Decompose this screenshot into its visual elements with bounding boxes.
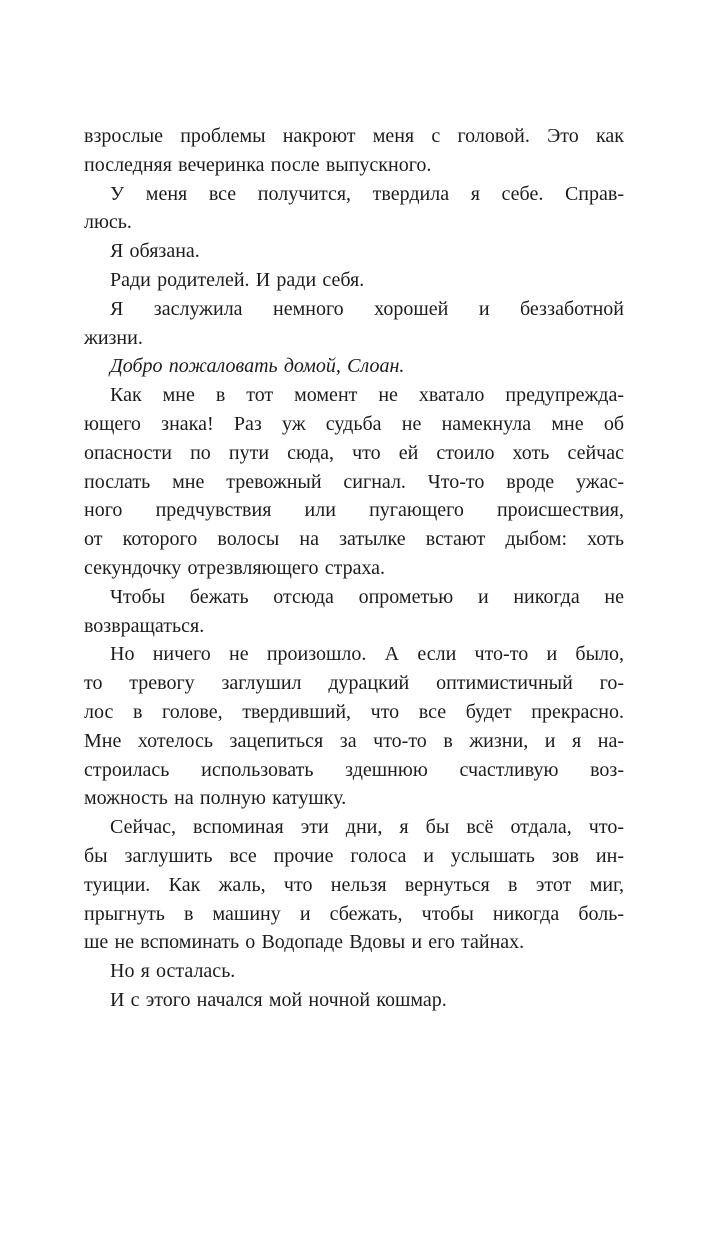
text-line: И с этого начался мой ночной кошмар. <box>110 988 447 1011</box>
text-line: У меня все получится, твердила я себе. Справ- <box>110 182 624 205</box>
text-line: Я заслужила немного хорошей и беззаботной <box>110 297 624 320</box>
paragraph <box>84 352 624 381</box>
text-line: Сейчас, вспоминая эти дни, я бы всё отдала, что- <box>110 816 624 839</box>
paragraph <box>84 986 624 1015</box>
text-line: Добро пожаловать домой, Слоан. <box>110 355 405 378</box>
text-line: Мне хотелось зацепиться за что-то в жизни, и я на- <box>84 729 624 752</box>
text-line: бы заглушить все прочие голоса и услышать зов ин- <box>84 844 624 867</box>
text-line: ного предчувствия или пугающего происшествия, <box>84 499 624 522</box>
paragraph <box>84 180 624 238</box>
page-text-block <box>84 122 624 1015</box>
paragraph <box>84 957 624 986</box>
paragraph <box>84 381 624 583</box>
text-line: Но ничего не произошло. А если что-то и было, <box>110 643 624 666</box>
text-line: прыгнуть в машину и сбежать, чтобы никогда боль- <box>84 902 624 925</box>
paragraph <box>84 813 624 957</box>
text-line: Я обязана. <box>110 240 200 263</box>
paragraph <box>84 583 624 641</box>
paragraph <box>84 295 624 353</box>
text-line: то тревогу заглушил дурацкий оптимистичный го- <box>84 672 624 695</box>
text-line: ющего знака! Раз уж судьба не намекнула мне об <box>84 412 624 435</box>
text-line: от которого волосы на затылке встают дыбом: хоть <box>84 528 624 551</box>
text-line: люсь. <box>84 211 132 234</box>
text-line: опасности по пути сюда, что ей стоило хоть сейчас <box>84 441 624 464</box>
text-line: можность на полную катушку. <box>84 787 347 810</box>
text-line: Ради родителей. И ради себя. <box>110 268 365 291</box>
text-line: Чтобы бежать отсюда опрометью и никогда не <box>110 585 624 608</box>
text-line: взрослые проблемы накроют меня с головой. Это как <box>84 125 624 147</box>
text-line: последняя вечеринка после выпускного. <box>84 153 432 176</box>
text-line: строилась использовать здешнюю счастливую воз- <box>84 758 624 781</box>
text-line: ше не вспоминать о Водопаде Вдовы и его тайнах. <box>84 931 525 954</box>
text-line: секундочку отрезвляющего страха. <box>84 556 386 579</box>
paragraph <box>84 266 624 295</box>
text-line: Как мне в тот момент не хватало предупрежда- <box>110 384 624 407</box>
paragraph <box>84 122 624 180</box>
text-line: послать мне тревожный сигнал. Что-то вроде ужас- <box>84 470 624 493</box>
text-line: возвращаться. <box>84 614 205 637</box>
paragraph <box>84 237 624 266</box>
text-line: лос в голове, твердивший, что все будет прекрасно. <box>84 700 624 723</box>
text-line: Но я осталась. <box>110 960 236 983</box>
text-line: туиции. Как жаль, что нельзя вернуться в этот миг, <box>84 873 624 896</box>
text-line: жизни. <box>84 326 143 349</box>
paragraph <box>84 640 624 813</box>
